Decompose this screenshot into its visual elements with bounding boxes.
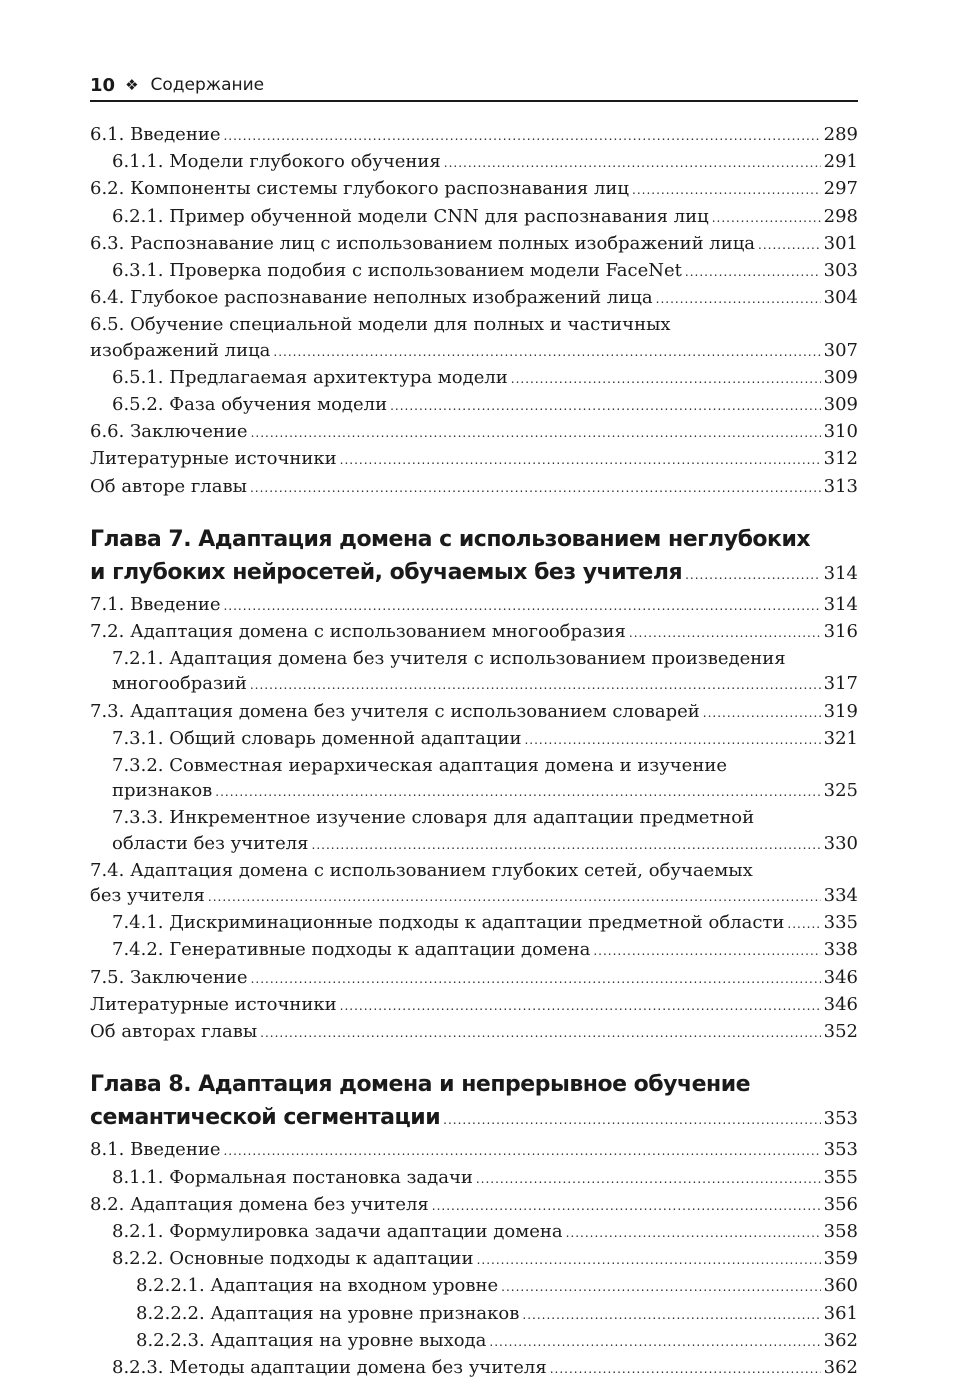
- toc-entry[interactable]: области без учителя ..... 330: [90, 831, 858, 858]
- table-of-contents: [90, 122, 858, 1382]
- toc-entry[interactable]: 7.4.2. Генеративные подходы к адаптации домена ..... 338: [90, 937, 858, 964]
- toc-entry[interactable]: изображений лица ..... 307: [90, 338, 858, 365]
- toc-entry[interactable]: 7.2. Адаптация домена с использованием многообразия ..... 316: [90, 619, 858, 646]
- chapter-7-heading-line2[interactable]: и глубоких нейросетей, обучаемых без учителя ..... 314: [90, 556, 858, 592]
- toc-entry[interactable]: Об авторах главы ..... 352: [90, 1019, 858, 1046]
- toc-entry[interactable]: 6.1.1. Модели глубокого обучения ..... 291: [90, 149, 858, 176]
- toc-entry[interactable]: 8.1. Введение ..... 353: [90, 1137, 858, 1164]
- toc-entry[interactable]: 6.5.1. Предлагаемая архитектура модели ..... 309: [90, 365, 858, 392]
- toc-entry[interactable]: 6.6. Заключение ..... 310: [90, 419, 858, 446]
- toc-entry[interactable]: без учителя ..... 334: [90, 883, 858, 910]
- toc-entry[interactable]: 7.4.1. Дискриминационные подходы к адаптации предметной области ..... 335: [90, 910, 858, 937]
- chapter-8-heading[interactable]: Глава 8. Адаптация домена и непрерывное обучение: [90, 1072, 751, 1098]
- toc-entry[interactable]: Литературные источники ..... 346: [90, 992, 858, 1019]
- toc-entry[interactable]: 6.4. Глубокое распознавание неполных изображений лица ..... 304: [90, 285, 858, 312]
- toc-entry[interactable]: 8.2. Адаптация домена без учителя ..... 356: [90, 1192, 858, 1219]
- toc-entry[interactable]: 6.3. Распознавание лиц с использованием полных изображений лица ..... 301: [90, 231, 858, 258]
- toc-entry[interactable]: Об авторе главы ..... 313: [90, 474, 858, 501]
- chapter-8-heading-line2[interactable]: семантической сегментации ..... 353: [90, 1101, 858, 1137]
- toc-entry[interactable]: 7.3. Адаптация домена без учителя с использованием словарей ..... 319: [90, 699, 858, 726]
- toc-entry[interactable]: многообразий ..... 317: [90, 671, 858, 698]
- toc-entry[interactable]: 8.2.2. Основные подходы к адаптации ..... 359: [90, 1246, 858, 1273]
- toc-entry[interactable]: 8.2.2.1. Адаптация на входном уровне ..... 360: [90, 1273, 858, 1300]
- chapter-7-heading[interactable]: Глава 7. Адаптация домена с использованием неглубоких: [90, 526, 811, 552]
- toc-entry-first-line[interactable]: 7.4. Адаптация домена с использованием глубоких сетей, обучаемых: [90, 859, 753, 881]
- toc-entry[interactable]: 6.3.1. Проверка подобия с использованием модели FaceNet ..... 303: [90, 258, 858, 285]
- toc-entry[interactable]: 8.2.2.2. Адаптация на уровне признаков ..... 361: [90, 1301, 858, 1328]
- toc-entry[interactable]: 6.1. Введение ..... 289: [90, 122, 858, 149]
- toc-entry-first-line[interactable]: 7.3.3. Инкрементное изучение словаря для адаптации предметной: [112, 807, 755, 829]
- running-header: [90, 70, 858, 102]
- toc-entry[interactable]: 6.2.1. Пример обученной модели CNN для распознавания лиц ..... 298: [90, 204, 858, 231]
- toc-entry[interactable]: 6.5.2. Фаза обучения модели ..... 309: [90, 392, 858, 419]
- toc-entry[interactable]: 7.3.1. Общий словарь доменной адаптации ..... 321: [90, 726, 858, 753]
- separator-glyph: ❖: [125, 76, 139, 94]
- toc-entry[interactable]: 6.2. Компоненты системы глубокого распознавания лиц ..... 297: [90, 176, 858, 203]
- toc-entry[interactable]: 7.5. Заключение ..... 346: [90, 965, 858, 992]
- toc-entry[interactable]: 8.2.2.3. Адаптация на уровне выхода ..... 362: [90, 1328, 858, 1355]
- toc-entry-first-line[interactable]: 7.2.1. Адаптация домена без учителя с использованием произведения: [112, 648, 786, 670]
- toc-entry[interactable]: 8.2.1. Формулировка задачи адаптации домена ..... 358: [90, 1219, 858, 1246]
- toc-entry-first-line[interactable]: 7.3.2. Совместная иерархическая адаптация домена и изучение: [112, 755, 727, 777]
- toc-entry[interactable]: 7.1. Введение ..... 314: [90, 592, 858, 619]
- page-number: 10: [90, 74, 116, 96]
- header-title: Содержание: [150, 75, 265, 95]
- toc-entry-first-line[interactable]: 6.5. Обучение специальной модели для полных и частичных: [90, 314, 671, 336]
- toc-entry[interactable]: 8.1.1. Формальная постановка задачи ..... 355: [90, 1165, 858, 1192]
- toc-entry[interactable]: признаков ..... 325: [90, 778, 858, 805]
- toc-entry[interactable]: Литературные источники ..... 312: [90, 446, 858, 473]
- toc-entry[interactable]: 8.2.3. Методы адаптации домена без учителя ..... 362: [90, 1355, 858, 1382]
